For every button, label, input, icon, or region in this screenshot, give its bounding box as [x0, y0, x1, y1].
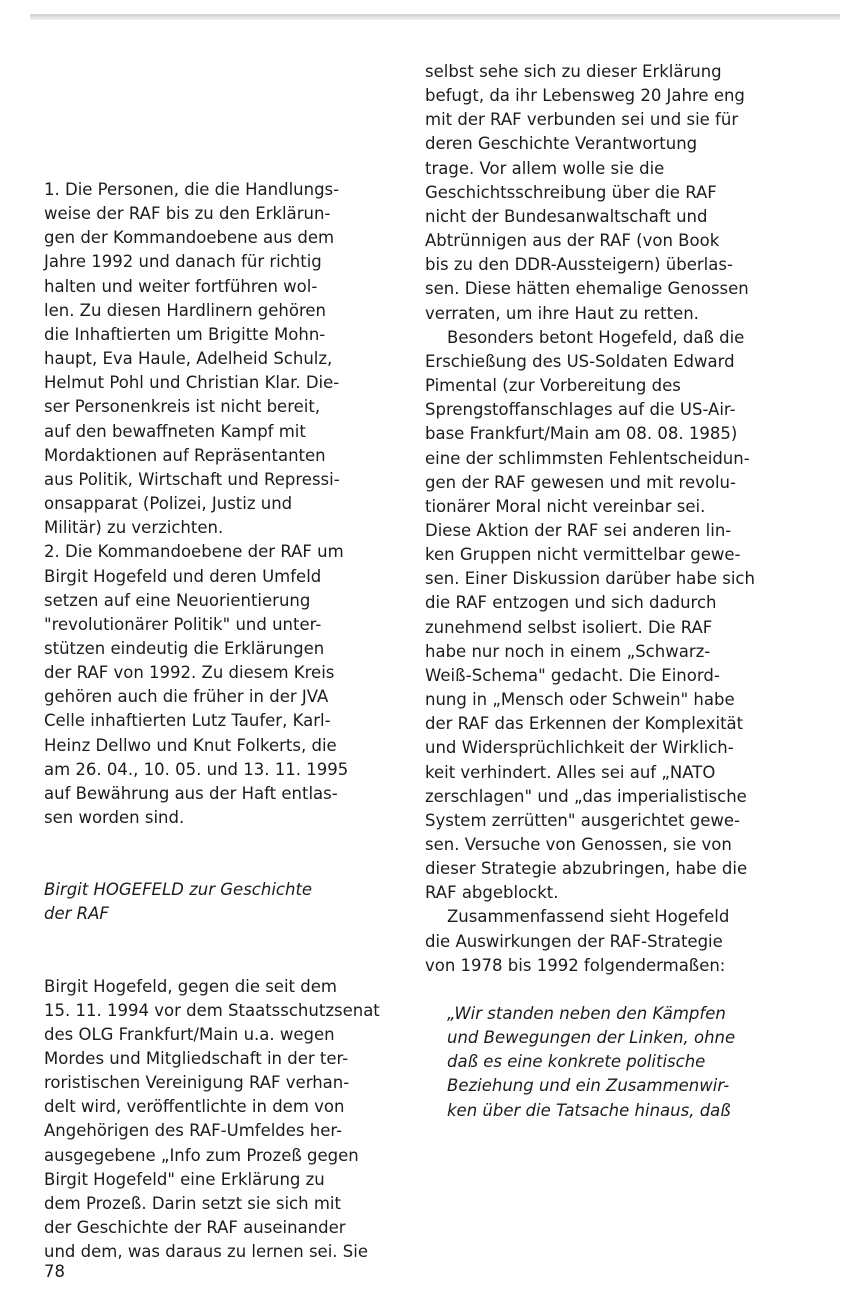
left-column — [44, 178, 404, 1264]
text-line: System zerrütten" ausgerichtet gewe- — [425, 810, 740, 830]
text-line: aus Politik, Wirtschaft und Repressi- — [44, 469, 340, 489]
text-line: 15. 11. 1994 vor dem Staatsschutzsenat — [44, 1000, 380, 1020]
text-line: der RAF — [44, 904, 109, 924]
text-line: RAF abgeblockt. — [425, 883, 559, 903]
text-line: deren Geschichte Verantwortung — [425, 134, 698, 154]
text-line: Abtrünnigen aus der RAF (von Book — [425, 231, 720, 251]
text-line: bis zu den DDR-Aussteigern) überlas- — [425, 255, 733, 275]
page-number: 78 — [44, 1262, 65, 1281]
text-line: tionärer Moral nicht vereinbar sei. — [425, 496, 706, 516]
text-line: Pimental (zur Vorbereitung des — [425, 376, 681, 396]
text-line: und Bewegungen der Linken, ohne — [447, 1028, 736, 1048]
text-line: Diese Aktion der RAF sei anderen lin- — [425, 520, 732, 540]
text-line: delt wird, veröffentlichte in dem von — [44, 1097, 345, 1117]
body-paragraph — [44, 975, 404, 1265]
text-line: nicht der Bundesanwaltschaft und — [425, 206, 708, 226]
text-line: mit der RAF verbunden sei und sie für — [425, 110, 739, 130]
text-line: Erschießung des US-Soldaten Edward — [425, 351, 735, 371]
text-line: "revolutionärer Politik" und unter- — [44, 614, 322, 634]
text-line: onsapparat (Polizei, Justiz und — [44, 494, 293, 514]
text-line: ser Personenkreis ist nicht bereit, — [44, 397, 321, 417]
text-line: der Geschichte der RAF auseinander — [44, 1218, 346, 1238]
text-line: Heinz Dellwo und Knut Folkerts, die — [44, 735, 337, 755]
text-line: Sprengstoffanschlages auf die US-Air- — [425, 400, 736, 420]
text-line: am 26. 04., 10. 05. und 13. 11. 1995 — [44, 759, 349, 779]
text-line: sen. Diese hätten ehemalige Genossen — [425, 279, 749, 299]
right-column — [425, 60, 785, 1123]
text-line: Celle inhaftierten Lutz Taufer, Karl- — [44, 711, 331, 731]
text-line: ken über die Tatsache hinaus, daß — [447, 1100, 731, 1120]
text-line: die RAF entzogen und sich dadurch — [425, 593, 717, 613]
text-line: trage. Vor allem wolle sie die — [425, 158, 665, 178]
text-line: verraten, um ihre Haut zu retten. — [425, 303, 699, 323]
text-line: len. Zu diesen Hardlinern gehören — [44, 300, 327, 320]
text-line: Militär) zu verzichten. — [44, 518, 224, 538]
text-line: Mordaktionen auf Repräsentanten — [44, 445, 326, 465]
text-line: selbst sehe sich zu dieser Erklärung — [425, 62, 722, 81]
text-line: Mordes und Mitgliedschaft in der ter- — [44, 1049, 349, 1068]
section-heading — [44, 878, 404, 926]
text-line: weise der RAF bis zu den Erklärun- — [44, 204, 331, 224]
text-line: sen. Einer Diskussion darüber habe sich — [425, 569, 755, 589]
text-line: ken Gruppen nicht vermittelbar gewe- — [425, 545, 741, 565]
text-line: der RAF von 1992. Zu diesem Kreis — [44, 663, 335, 683]
text-line: halten und weiter fortführen wol- — [44, 276, 318, 296]
text-line: dem Prozeß. Darin setzt sie sich mit — [44, 1193, 341, 1213]
text-line: dieser Strategie abzubringen, habe die — [425, 859, 748, 879]
text-line: Geschichtsschreibung über die RAF — [425, 182, 717, 202]
text-line: base Frankfurt/Main am 08. 08. 1985) — [425, 424, 738, 444]
text-line: Helmut Pohl und Christian Klar. Die- — [44, 373, 340, 393]
text-line: eine der schlimmsten Fehlentscheidun- — [425, 448, 750, 468]
text-line: und Widersprüchlichkeit der Wirklich- — [425, 738, 734, 758]
text-line: 1. Die Personen, die die Handlungs- — [44, 180, 340, 199]
text-line: Jahre 1992 und danach für richtig — [44, 252, 322, 272]
text-line: nung in „Mensch oder Schwein" habe — [425, 690, 735, 710]
text-line: auf Bewährung aus der Haft entlas- — [44, 783, 338, 803]
list-item-1 — [44, 178, 404, 540]
text-line: roristischen Vereinigung RAF verhan- — [44, 1073, 350, 1093]
paragraph-3 — [425, 905, 785, 977]
text-line: zunehmend selbst isoliert. Die RAF — [425, 617, 713, 637]
text-line: setzen auf eine Neuorientierung — [44, 590, 311, 610]
text-line: die Auswirkungen der RAF-Strategie — [425, 931, 723, 951]
text-line: daß es eine konkrete politische — [447, 1052, 706, 1072]
text-line: Zusammenfassend sieht Hogefeld — [447, 907, 730, 927]
text-line: ausgegebene „Info zum Prozeß gegen — [44, 1145, 359, 1165]
text-line: Angehörigen des RAF-Umfeldes her- — [44, 1121, 343, 1141]
text-line: gehören auch die früher in der JVA — [44, 687, 329, 707]
text-line: des OLG Frankfurt/Main u.a. wegen — [44, 1024, 335, 1044]
list-item-2 — [44, 540, 404, 830]
text-line: Birgit Hogefeld und deren Umfeld — [44, 566, 322, 586]
paragraph-2 — [425, 326, 785, 906]
text-line: gen der RAF gewesen und mit revolu- — [425, 472, 736, 492]
text-line: Beziehung und ein Zusammenwir- — [447, 1076, 730, 1096]
text-line: stützen eindeutig die Erklärungen — [44, 638, 325, 658]
text-line: habe nur noch in einem „Schwarz- — [425, 641, 711, 661]
block-quote — [425, 1002, 785, 1123]
text-line: und dem, was daraus zu lernen sei. Sie — [44, 1242, 368, 1262]
text-line: 2. Die Kommandoebene der RAF um — [44, 542, 344, 562]
text-line: befugt, da ihr Lebensweg 20 Jahre eng — [425, 86, 745, 106]
text-line: Birgit Hogefeld, gegen die seit dem — [44, 976, 337, 996]
text-line: die Inhaftierten um Brigitte Mohn- — [44, 324, 326, 344]
text-line: haupt, Eva Haule, Adelheid Schulz, — [44, 349, 333, 369]
text-line: zerschlagen" und „das imperialistische — [425, 786, 747, 806]
text-line: gen der Kommandoebene aus dem — [44, 228, 335, 248]
text-line: Birgit Hogefeld" eine Erklärung zu — [44, 1169, 325, 1189]
text-line: Besonders betont Hogefeld, daß die — [447, 327, 745, 347]
text-line: Weiß-Schema" gedacht. Die Einord- — [425, 665, 720, 685]
text-line: von 1978 bis 1992 folgendermaßen: — [425, 955, 726, 975]
top-scan-edge — [30, 14, 840, 20]
text-line: sen worden sind. — [44, 808, 185, 828]
text-line: sen. Versuche von Genossen, sie von — [425, 835, 732, 854]
text-line: keit verhindert. Alles sei auf „NATO — [425, 762, 716, 782]
text-line: Birgit HOGEFELD zur Geschichte — [44, 880, 313, 900]
paragraph-1 — [425, 60, 785, 326]
text-line: auf den bewaffneten Kampf mit — [44, 421, 306, 441]
text-line: „Wir standen neben den Kämpfen — [447, 1003, 726, 1023]
text-line: der RAF das Erkennen der Komplexität — [425, 714, 744, 734]
